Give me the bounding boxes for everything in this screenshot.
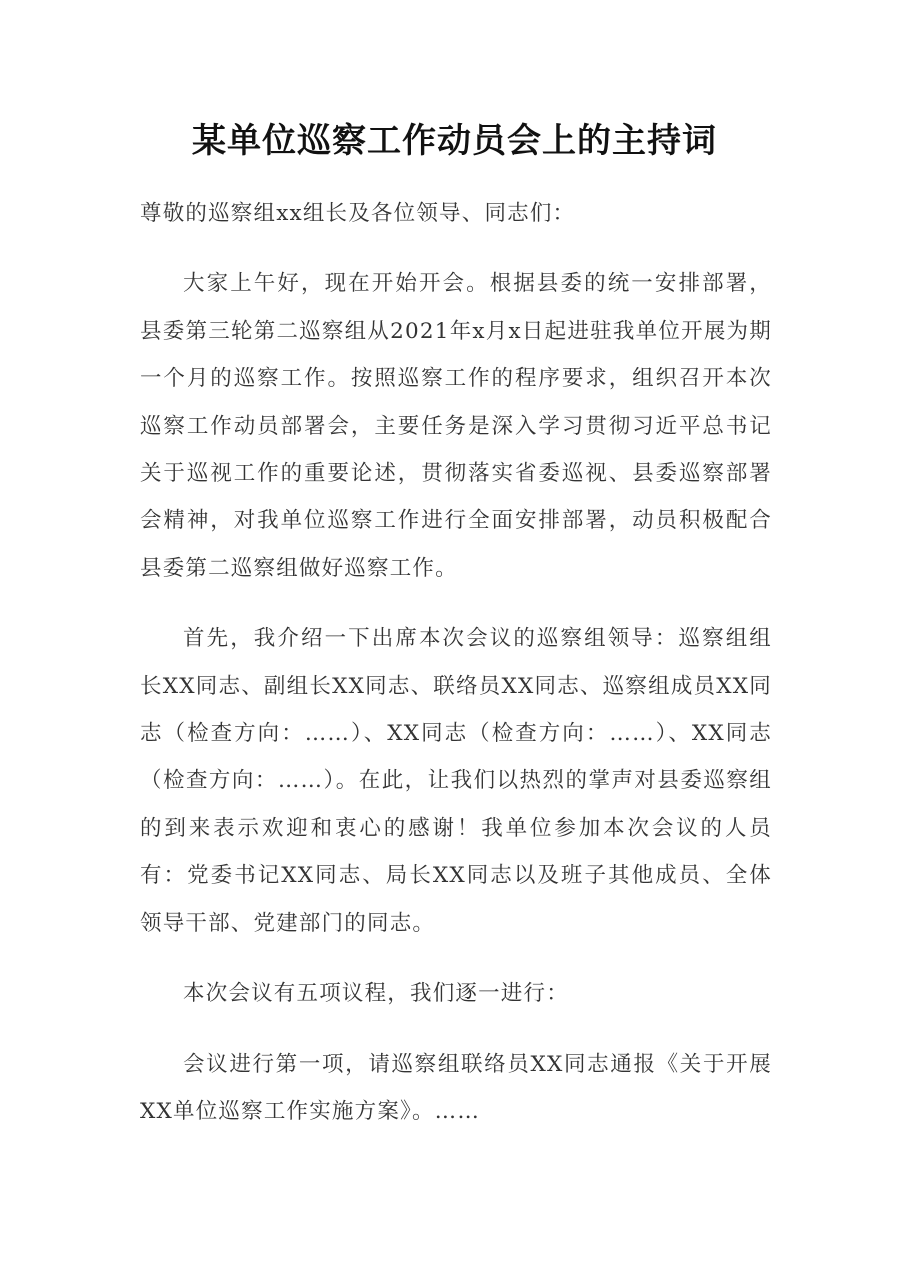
document-body bbox=[140, 190, 772, 1158]
document-title: 某单位巡察工作动员会上的主持词 bbox=[192, 121, 717, 161]
agenda-paragraph: 本次会议有五项议程，我们逐一进行： bbox=[183, 981, 569, 1007]
opening-paragraph: 大家上午好，现在开始开会。根据县委的统一安排部署，县委第三轮第二巡察组从2021年x月x日起进驻我单位开展为期一个月的巡察工作。按照巡察工作的程序要求，组织召开本次巡察工作动员部署会，主要任务是深入学习贯彻习近平总书记关于巡视工作的重要论述，贯彻落实省委巡视、县委巡察部署会精神，对我单位巡察工作进行全面安排部署，动员积极配合县委第二巡察组做好巡察工作。 bbox=[140, 271, 773, 581]
salutation-paragraph: 尊敬的巡察组xx组长及各位领导、同志们： bbox=[140, 201, 576, 226]
first-item-paragraph: 会议进行第一项，请巡察组联络员XX同志通报《关于开展XX单位巡察工作实施方案》。…… bbox=[140, 1051, 772, 1124]
introduction-paragraph: 首先，我介绍一下出席本次会议的巡察组领导：巡察组组长XX同志、副组长XX同志、联络员XX同志、巡察组成员XX同志（检查方向：……）、XX同志（检查方向：……）、XX同志（检查方向：……）。在此，让我们以热烈的掌声对县委巡察组的到来表示欢迎和衷心的感谢！我单位参加本次会议的人员有：党委书记XX同志、局长XX同志以及班子其他成员、全体领导干部、党建部门的同志。 bbox=[140, 626, 772, 936]
